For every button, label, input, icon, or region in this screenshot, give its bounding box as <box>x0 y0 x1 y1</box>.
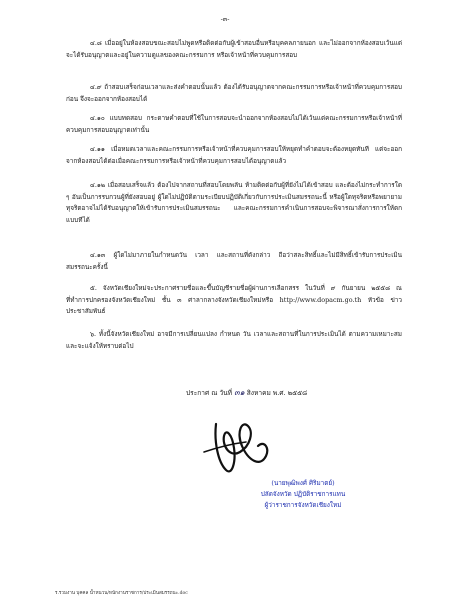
announcement-month-year: สิงหาคม พ.ศ. ๒๕๕๘ <box>246 389 308 397</box>
announcement-day: ๓๑ <box>234 388 245 397</box>
paragraph-4-12: ๔.๑๒ เมื่อสอบเสร็จแล้ว ต้องไปจากสถานที่สอบโดยพลัน ห้ามติดต่อกับผู้ที่ยังไม่ได้เข้าสอบ และต้องไม่กระทำการใด ๆ อันเป็นการรบกวนผู้ที่ยังสอบอยู่ ผู้ใดไม่ปฏิบัติตามระเบียบปฏิบัติเกี่ยวกับการประเมินสมรรถนะนี้ หรือผู้ใดทุจริตหรือพยายามทุจริตอาจไม่ได้รับอนุญาตให้เข้ารับการประเมินสมรรถนะ และคณะกรรมการคำเนินการสอบจะพิจารณาสั่งการการให้ตกแบบทีได้ <box>66 181 402 224</box>
paragraph-5: ๕. จังหวัดเชียงใหม่จะประกาศรายชื่อและขึ้นบัญชีรายชื่อผู้ผ่านการเลือกสรร ในวันที่ ๙ กันยายน ๒๕๕๘ ณ ที่ทำการปกครองจังหวัดเชียงใหม่ ชั้น ๓ ศาลากลางจังหวัดเชียงใหม่หรือ http://www.dopacm.go.th หัวข้อ ข่าวประชาสัมพันธ์ <box>66 284 402 315</box>
page-number: -๓- <box>220 15 230 23</box>
footer-file-note: ร.รวมงาน บุคคล น้ำหนวน/หนักงานราชการ/ประเมินสมรรถนะ.doc <box>55 591 188 596</box>
handwritten-signature <box>196 412 286 482</box>
paragraph-4-11: ๔.๑๑ เมื่อหมดเวลาและคณะกรรมการหรือเจ้าหน้าที่ควบคุมการสอบให้หยุดทำคำตอบจะต้องหยุดทันที แต่จะออกจากห้องสอบได้ต่อเมื่อคณะกรรมการหรือเจ้าหน้าที่ควบคุมการสอบได้อนุญาตแล้ว <box>66 145 402 165</box>
signatory-name: (นายพุฒิพงศ์ ศิริมาตย์) <box>271 479 335 487</box>
announcement-date <box>186 386 416 399</box>
paragraph-4-9: ๔.๙ ถ้าสอบเสร็จก่อนเวลาและส่งคำตอบนั้นแล้ว ต้องได้รับอนุญาตจากคณะกรรมการหรือเจ้าหน้าที่ควบคุมการสอบก่อน จึงจะออกจากห้องสอบได้ <box>66 83 402 103</box>
paragraph-6: ๖. ทั้งนี้จังหวัดเชียงใหม่ อาจมีการเปลี่ยนแปลง กำหนด วัน เวลาและสถานที่ในการประเมินได้ ตามความเหมาะสมและจะแจ้งให้ทราบต่อไป <box>66 330 402 350</box>
paragraph-4-13: ๔.๑๓ ผู้ใดไม่มาภายในกำหนดวัน เวลา และสถานที่ดังกล่าว ถือว่าสละสิทธิ์และไม่มีสิทธิ์เข้ารับการประเมินสมรรถนะครั้งนี้ <box>66 251 402 271</box>
signatory-title-1: ปลัดจังหวัด ปฏิบัติราชการแทน <box>260 490 346 498</box>
signatory-title-2: ผู้ว่าราชการจังหวัดเชียงใหม่ <box>264 501 342 509</box>
paragraph-4-8: ๔.๘ เมื่ออยู่ในห้องสอบขณะสอบไม่พูดหรือติดต่อกับผู้เข้าสอบอื่นหรือบุคคลภายนอก และไม่ออกจากห้องสอบเว้นแต่จะได้รับอนุญาตและอยู่ในความดูแลของคณะกรรมการ หรือเจ้าหน้าที่ควบคุมการสอบ <box>66 39 402 59</box>
signature-block <box>248 478 358 511</box>
paragraph-4-10: ๔.๑๐ แบบทดสอบ กระดาษคำตอบที่ใช้ในการสอบจะนำออกจากห้องสอบไม่ได้เว้นแต่คณะกรรมการหรือเจ้าหน้าที่ควบคุมการสอบอนุญาตเท่านั้น <box>66 114 402 134</box>
announcement-prefix: ประกาศ ณ วันที่ <box>186 389 233 397</box>
